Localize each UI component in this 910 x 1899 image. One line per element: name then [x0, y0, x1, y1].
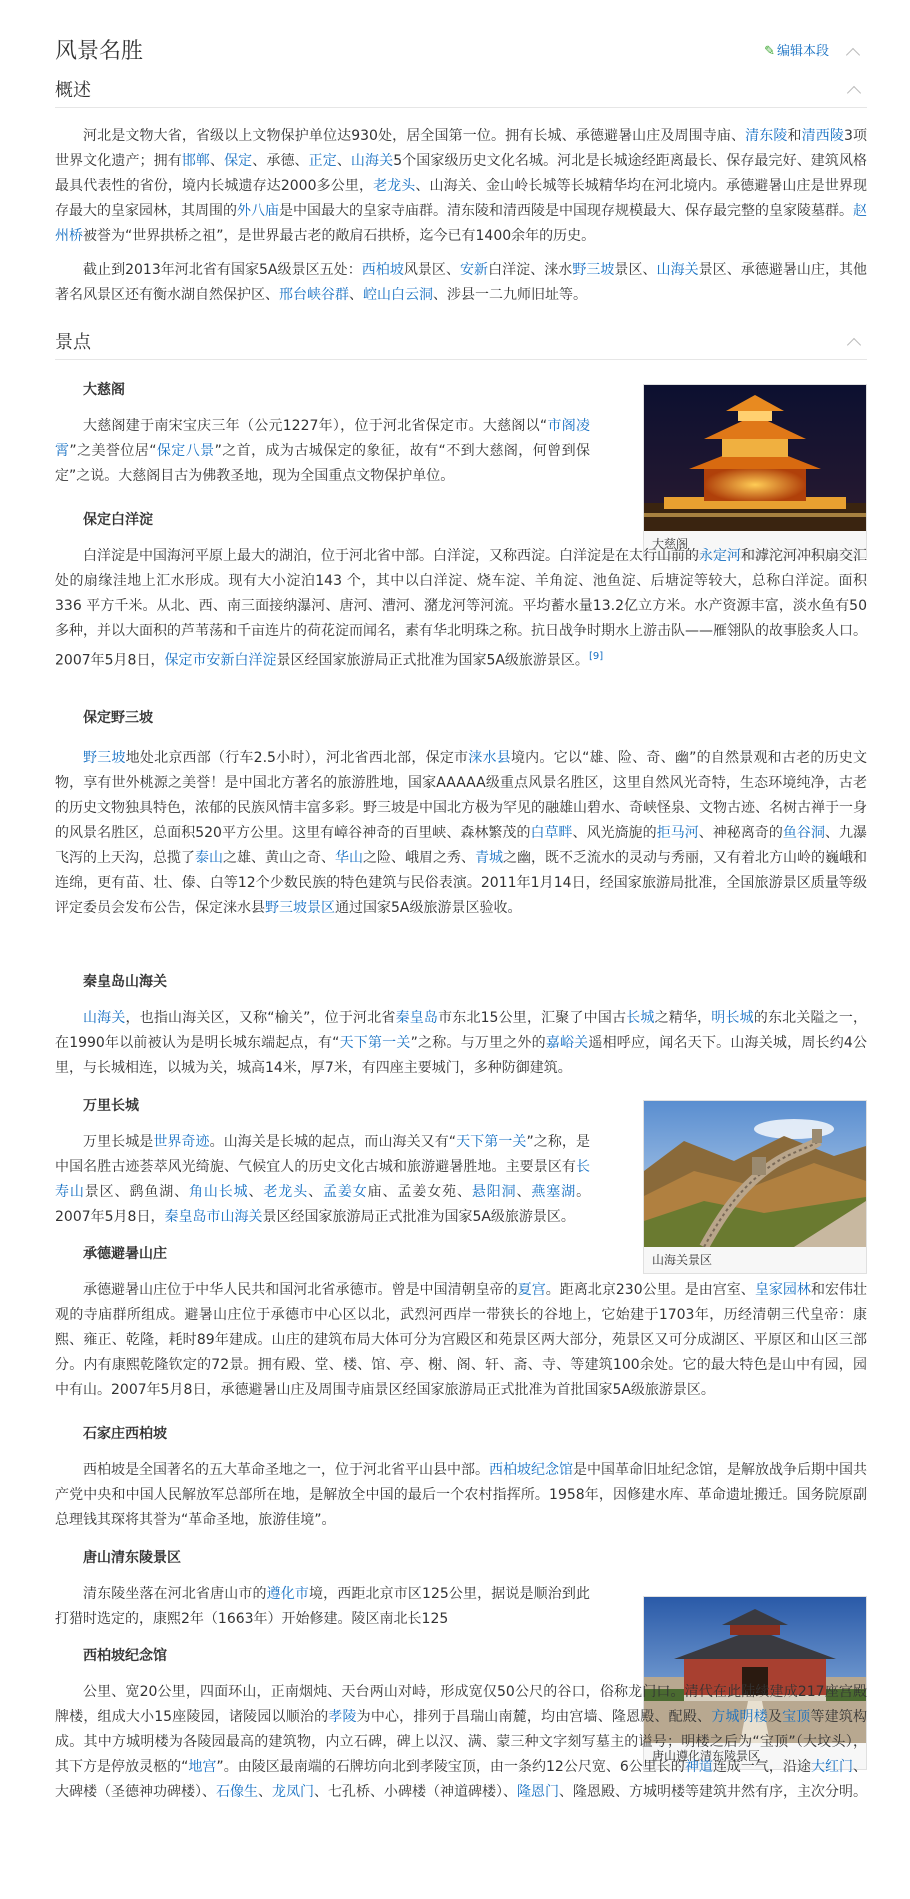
inline-link[interactable]: 天下第一关	[339, 1035, 411, 1051]
text-run: 大慈阁建于南宋宝庆三年（公元1227年），位于河北省保定市。大慈阁以“	[83, 418, 548, 434]
text-run: 西柏坡是全国著名的五大革命圣地之一，位于河北省平山县中部。	[83, 1462, 489, 1478]
text-run: ，也指山海关区，又称“榆关”，位于河北省	[125, 1010, 396, 1026]
text-run: 之险、峨眉之秀、	[363, 850, 475, 866]
edit-section-button[interactable]	[764, 42, 829, 62]
inline-link[interactable]: 燕塞湖	[531, 1184, 577, 1200]
inline-link[interactable]: 孝陵	[328, 1709, 357, 1725]
inline-link[interactable]: 方城明楼	[711, 1709, 768, 1725]
text-run: 景区经国家旅游局正式批准为国家5A级旅游景区。	[262, 1209, 575, 1225]
figure-shanhaiguan[interactable]	[643, 1100, 867, 1274]
inline-link[interactable]: 山海关	[656, 262, 699, 278]
text-run: 、神秘离奇的	[698, 825, 783, 841]
inline-link[interactable]: 悬阳洞	[471, 1184, 517, 1200]
inline-link[interactable]: 老龙头	[263, 1184, 309, 1200]
section-header-overview	[55, 76, 867, 108]
subsection-title: 大慈阁	[83, 382, 125, 398]
inline-link[interactable]: 野三坡	[83, 750, 126, 766]
text-run: 截止到2013年河北省有国家5A级景区五处：	[83, 262, 362, 278]
text-run: 的东北关隘之一，在1990年以前被认为是明长城东端起点，有“	[55, 1010, 868, 1051]
photo-dacige[interactable]	[644, 385, 866, 531]
inline-link[interactable]: 西柏坡纪念馆	[489, 1462, 573, 1478]
pencil-icon: ✎	[764, 44, 775, 59]
section-title-overview: 概述	[55, 80, 91, 101]
inline-link[interactable]: 明长城	[711, 1010, 754, 1026]
text-run: 风景区、	[403, 262, 461, 278]
paragraph	[55, 1582, 590, 1632]
text-run: 之精华，	[654, 1010, 712, 1026]
inline-link[interactable]: 正定	[308, 153, 337, 169]
inline-link[interactable]: 龙凤门	[272, 1784, 314, 1800]
paragraph	[55, 746, 867, 921]
text-run: 景区、承德避暑山庄，其他著名风景区还有衡水湖自然保护区、	[55, 262, 868, 303]
text-run: ”之首，成为古城保定的象征，故有“不到大慈阁，何曾到保定”之说。大慈阁目古为佛教圣地，现为全国重点文物保护单位。	[55, 443, 590, 484]
inline-link[interactable]: 白草畔	[530, 825, 573, 841]
paragraph	[55, 414, 590, 489]
inline-link[interactable]: 隆恩门	[517, 1784, 559, 1800]
inline-link[interactable]: 长城	[626, 1010, 655, 1026]
text-run: 为中心，排列于昌瑞山南麓，均由宫墙、隆恩殿、配殿、	[356, 1709, 712, 1725]
subsection-title: 西柏坡纪念馆	[83, 1648, 167, 1664]
text-run: 、	[210, 153, 225, 169]
figure-caption: 大慈阁	[644, 531, 866, 557]
inline-link[interactable]: 安新	[460, 262, 489, 278]
text-run: 、隆恩殿、方城明楼等建筑井然有序，主次分明。	[559, 1784, 867, 1800]
text-run: 景区、	[614, 262, 657, 278]
inline-link[interactable]: 清西陵	[801, 128, 844, 144]
page-header	[55, 34, 867, 74]
paragraph	[55, 124, 867, 249]
text-run: 河北是文物大省，省级以上文物保护单位达930处，居全国第一位。拥有长城、承德避暑山庄及周围寺庙、	[83, 128, 746, 144]
page-title: 风景名胜	[55, 39, 144, 64]
text-run: 公里、宽20公里，四面环山，正南烟炖、天台两山对峙，形成宽仅50公尺的谷口，俗称龙门口。清代在此陆续建成217座宫殿牌楼，组成大小15座陵园，诸陵园以顺治的	[55, 1684, 867, 1725]
paragraph	[55, 1130, 590, 1230]
inline-link[interactable]: 夏宫	[517, 1282, 546, 1298]
inline-link[interactable]: 市阁凌霄	[55, 418, 590, 459]
text-run: 清东陵坐落在河北省唐山市的	[83, 1586, 267, 1602]
inline-link[interactable]: 神道	[684, 1759, 713, 1775]
photo-great-wall[interactable]	[644, 1101, 866, 1247]
text-run: 是中国最大的皇家寺庙群。清东陵和清西陵是中国现存规模最大、保存最完整的皇家陵墓群。	[279, 203, 853, 219]
text-run: 、风光旖旎的	[572, 825, 657, 841]
inline-link[interactable]: 邢台峡谷群	[279, 287, 349, 303]
text-run: 是中国革命旧址纪念馆，是解放战争后期中国共产党中央和中国人民解放军总部所在地，是解放全中国的最后一个农村指挥所。1958年，因修建水库、革命遗址搬迁。国务院原副总理钱其琛将其誉为“革命圣地，旅游佳境”。	[55, 1462, 867, 1528]
text-run: 、涉县一二九师旧址等。	[433, 287, 587, 303]
text-run: 、承德、	[252, 153, 309, 169]
inline-link[interactable]: 秦皇岛市山海关	[164, 1209, 263, 1225]
inline-link[interactable]: 石像生	[216, 1784, 258, 1800]
inline-link[interactable]: 宝顶	[782, 1709, 811, 1725]
text-run: 市东北15公里，汇聚了中国古	[438, 1010, 627, 1026]
text-run: 万里长城是	[83, 1134, 154, 1150]
inline-link[interactable]: 崆山白云洞	[363, 287, 433, 303]
inline-link[interactable]: 清东陵	[745, 128, 788, 144]
inline-link[interactable]: 拒马河	[656, 825, 699, 841]
paragraph	[55, 1458, 867, 1533]
inline-link[interactable]: 遵化市	[266, 1586, 310, 1602]
text-run: 庙、孟姜女苑、	[367, 1184, 472, 1200]
inline-link[interactable]: 秦皇岛	[395, 1010, 439, 1026]
edit-section-label: 编辑本段	[776, 44, 829, 59]
inline-link[interactable]: 皇家园林	[754, 1282, 811, 1298]
inline-link[interactable]: 大红门	[810, 1759, 854, 1775]
subsection-title: 唐山清东陵景区	[83, 1550, 181, 1566]
inline-link[interactable]: 野三坡景区	[265, 900, 335, 916]
inline-link[interactable]: 西柏坡	[361, 262, 404, 278]
inline-link[interactable]: 永定河	[699, 548, 741, 564]
text-run: 连成一气，沿途	[712, 1759, 811, 1775]
text-run: ”之称。与万里之外的	[410, 1035, 546, 1051]
inline-link[interactable]: 天下第一关	[456, 1134, 527, 1150]
inline-link[interactable]: 野三坡	[572, 262, 615, 278]
subsection-title: 承德避暑山庄	[83, 1246, 167, 1262]
citation-link[interactable]: [9]	[588, 651, 604, 662]
text-run: 及	[767, 1709, 783, 1725]
text-run: 、大碑楼（圣德神功碑楼）、	[55, 1759, 868, 1800]
text-run: 境内。它以“雄、险、奇、幽”的自然景观和古老的历史文物，享有世外桃源之美誉！是中国北方著名的旅游胜地，国家AAAAA级重点风景名胜区，这里自然风光奇特，生态环境纯净，古老的历史文物独具特色，浓郁的民族风情丰富多彩。野三坡是中国北方极为罕见的融雄山碧水、奇峡怪泉、文物古迹、名树古禅于一身的风景名胜区，总面积520平方公里。这里有嶂谷神奇的百里峡、森林繁茂的	[55, 750, 868, 841]
section-header-spots	[55, 328, 867, 360]
text-run: 、九瀑飞泻的上天沟，总揽了	[55, 825, 868, 866]
inline-link[interactable]: 山海关	[350, 153, 394, 169]
text-run: 、	[516, 1184, 532, 1200]
text-run: 。2007年5月8日，	[55, 1184, 591, 1225]
inline-link[interactable]: 鱼谷洞	[782, 825, 825, 841]
text-run: 白洋淀是中国海河平原上最大的湖泊，位于河北省中部。白洋淀，又称西淀。白洋淀是在太行山前的	[83, 548, 699, 564]
paragraph	[55, 1680, 867, 1805]
paragraph	[55, 258, 867, 308]
text-run: ”之美誉位居“	[69, 443, 157, 459]
inline-link[interactable]: 保定八景	[156, 443, 215, 459]
text-run: 景区、鹞鱼湖、	[84, 1184, 189, 1200]
text-run: 之雄、黄山之奇、	[223, 850, 335, 866]
inline-link[interactable]: 涞水县	[468, 750, 511, 766]
subsection-title: 保定野三坡	[83, 710, 153, 726]
text-run: 、山海关、金山岭长城等长城精华均在河北境内。承德避暑山庄是世界现存最大的皇家园林，其周围的	[55, 178, 868, 219]
text-run: 等建筑构成。其中方城明楼为各陵园最高的建筑物，内立石碑，碑上以汉、满、蒙三种文字刻写墓主的谥号；明楼之后为“宝顶”（大坟头），其下方是停放灵柩的“	[55, 1709, 868, 1775]
text-run: 、	[248, 1184, 264, 1200]
text-run: 、	[336, 153, 351, 169]
inline-link[interactable]: 地宫	[188, 1759, 217, 1775]
text-run: 白洋淀、涞水	[488, 262, 573, 278]
inline-link[interactable]: 山海关	[83, 1010, 126, 1026]
figure-dacige[interactable]	[643, 384, 867, 558]
inline-link[interactable]: 青城	[475, 850, 503, 866]
inline-link[interactable]: 邯郸	[181, 153, 210, 169]
text-run: 地处北京西部（行车2.5小时），河北省西北部，保定市	[125, 750, 469, 766]
text-run: 。山海关是长城的起点，而山海关又有“	[209, 1134, 457, 1150]
text-run: 景区经国家旅游局正式批准为国家5A级旅游景区。	[276, 652, 589, 669]
subsection-title: 保定白洋淀	[83, 512, 153, 528]
section-title-spots: 景点	[55, 332, 91, 353]
inline-link[interactable]: 角山长城	[188, 1184, 249, 1200]
text-run: 、	[308, 1184, 323, 1200]
inline-link[interactable]: 外八庙	[237, 203, 279, 219]
text-run: 和宏伟壮观的寺庙群所组成。避暑山庄位于承德市中心区以北，武烈河西岸一带狭长的谷地上，它始建于1703年，历经清朝三代皇帝：康熙、雍正、乾隆，耗时89年建成。山庄的建筑布局大体可分为宫殿区和苑景区两大部分，苑景区又可分成湖区、平原区和山区三部分。内有康熙乾隆钦定的72景。拥有殿、堂、楼、馆、亭、榭、阁、轩、斋、寺、等建筑100余处。它的最大特色是山中有园，园中有山。2007年5月8日，承德避暑山庄及周围寺庙景区经国家旅游局正式批准为首批国家5A级旅游景区。	[55, 1282, 868, 1398]
text-run: ”。由陵区最南端的石牌坊向北到孝陵宝顶，由一条约12公尺宽、6公里长的	[216, 1759, 685, 1775]
text-run: 3项世界文化遗产；拥有	[55, 128, 867, 169]
inline-link[interactable]: 保定市安新白洋淀	[164, 652, 277, 669]
text-run: 遥相呼应，闻名天下。山海关城，周长约4公里，与长城相连，以城为关，城高14米，厚7米，有四座主要城门，多种防御建筑。	[55, 1035, 868, 1076]
inline-link[interactable]: 老龙头	[373, 178, 416, 194]
inline-link[interactable]: 长寿山	[55, 1159, 590, 1200]
text-run: 和	[787, 128, 802, 144]
text-run: 5个国家级历史文化名城。河北是长城途经距离最长、保存最完好、建筑风格最具代表性的省份，境内长城遗存达2000多公里，	[55, 153, 868, 194]
paragraph	[55, 544, 867, 674]
text-run: 、	[349, 287, 363, 303]
inline-link[interactable]: 华山	[335, 850, 363, 866]
text-run: 之幽，既不乏流水的灵动与秀丽，又有着北方山岭的巍峨和连绵，更有苗、壮、傣、白等12个少数民族的特色建筑与民俗表演。2011年1月14日，经国家旅游局批准，全国旅游景区质量等级评定委员会发布公告，保定涞水县	[55, 850, 867, 916]
text-run: 承德避暑山庄位于中华人民共和国河北省承德市。曾是中国清朝皇帝的	[83, 1282, 518, 1298]
figure-caption: 唐山遵化清东陵景区	[644, 1743, 866, 1769]
subsection-title: 石家庄西柏坡	[83, 1426, 167, 1442]
inline-link[interactable]: 世界奇迹	[153, 1134, 210, 1150]
text-run: 境，西距北京市区125公里，据说是顺治到此打猎时选定的，康熙2年（1663年）开始修建。陵区南北长125	[55, 1586, 591, 1627]
text-run: 被誉为“世界拱桥之祖”，是世界最古老的敞肩石拱桥，迄今已有1400余年的历史。	[83, 228, 596, 244]
inline-link[interactable]: 赵州桥	[55, 203, 867, 244]
inline-link[interactable]: 孟姜女	[322, 1184, 368, 1200]
inline-link[interactable]: 泰山	[195, 850, 223, 866]
text-run: ”之称，是中国名胜古迹荟萃风光绮旎、气候宜人的历史文化古城和旅游避暑胜地。主要景区有	[55, 1134, 590, 1175]
inline-link[interactable]: 保定	[224, 153, 253, 169]
paragraph	[55, 1006, 867, 1081]
text-run: 、	[258, 1784, 272, 1800]
text-run: 、七孔桥、小碑楼（神道碑楼）、	[314, 1784, 517, 1800]
text-run: 和滹沱河冲积扇交汇处的扇缘洼地上汇水形成。现有大小淀泊143 个，其中以白洋淀、烧车淀、羊角淀、池鱼淀、后塘淀等较大，总称白洋淀。面积 336 平方千米。从北、西、南三面接纳瀑河、唐河、漕河、潴龙河等河流。平均蓄水量13.2亿立方米。水产资源丰富，淡水鱼有50多种，并以大面积的芦苇荡和千亩连片的荷花淀而闻名，素有华北明珠之称。抗日战争时期水上游击队——雁翎队的故事脍炙人口。2007年5月8日，	[55, 548, 867, 669]
paragraph	[55, 1278, 867, 1403]
subsection-title: 秦皇岛山海关	[83, 974, 167, 990]
text-run: 通过国家5A级旅游景区验收。	[335, 900, 522, 916]
figure-caption: 山海关景区	[644, 1247, 866, 1273]
subsection-title: 万里长城	[83, 1098, 139, 1114]
text-run: 。距离北京230公里。是由宫室、	[545, 1282, 755, 1298]
inline-link[interactable]: 嘉峪关	[545, 1035, 589, 1051]
